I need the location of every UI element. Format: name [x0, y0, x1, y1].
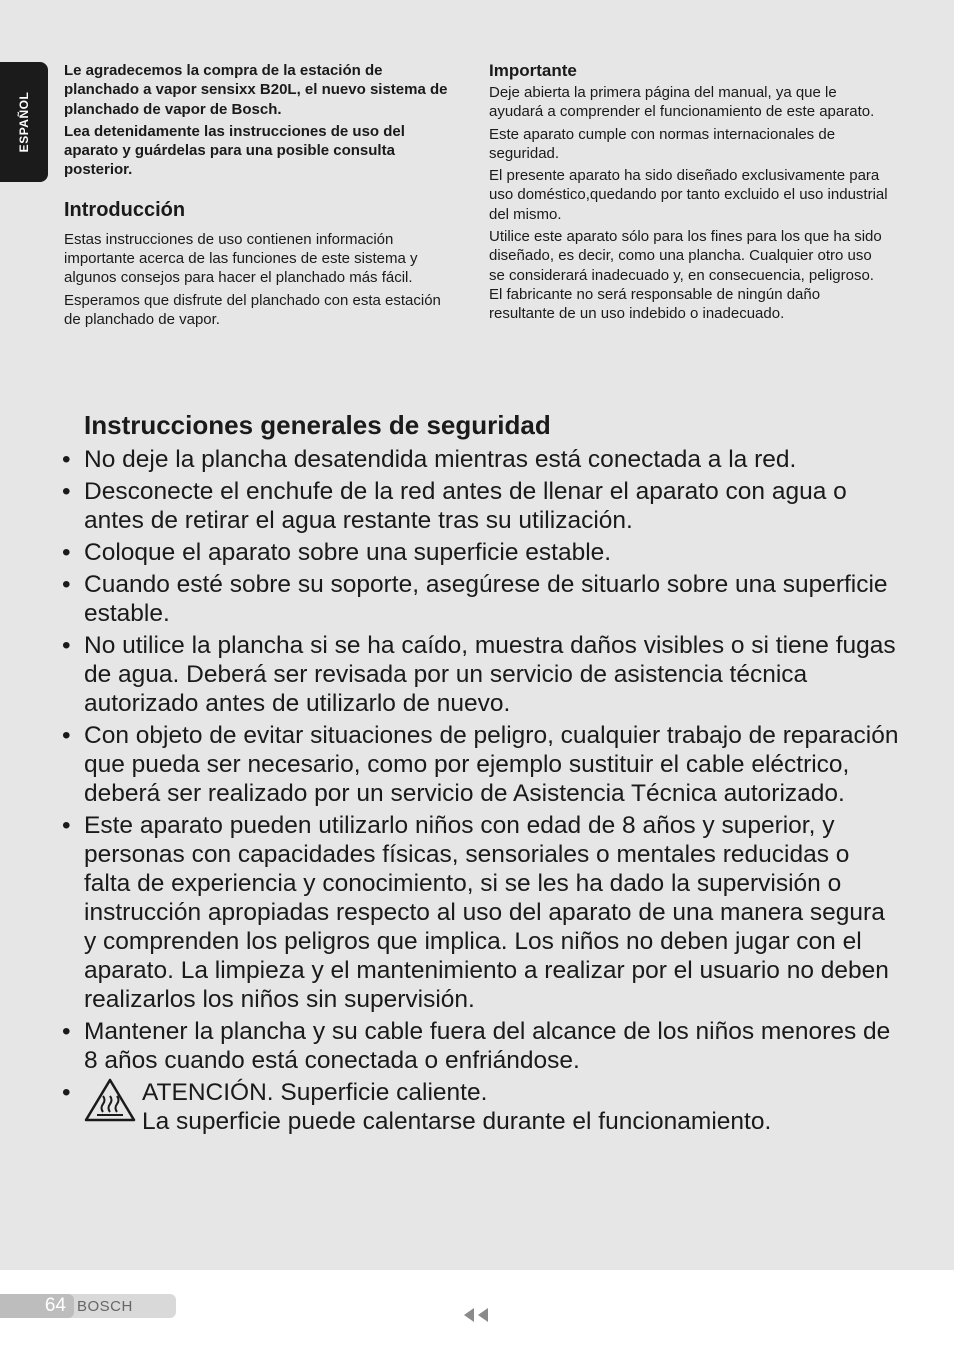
- page-number: 64: [0, 1294, 74, 1318]
- safety-heading: Instrucciones generales de seguridad: [84, 410, 551, 440]
- language-label: ESPAÑOL: [17, 91, 31, 153]
- list-item: • Coloque el aparato sobre una superficie estable.: [62, 539, 612, 566]
- warning-text: [142, 1078, 771, 1136]
- introduction-paragraph: Estas instrucciones de uso contienen información importante acerca de las funciones de este sistema y algunos consejos para hacer el planchado más fácil.: [64, 230, 418, 287]
- important-paragraph: Deje abierta la primera página del manual, ya que le ayudará a comprender el funcionamiento de este aparato.: [489, 84, 875, 121]
- list-item: • Con objeto de evitar situaciones de peligro, cualquier trabajo de reparación que pueda ser necesario, como por ejemplo sustituir el cable eléctrico, deberá ser realizado por un servicio de Asistencia Técnica autorizado.: [62, 722, 899, 807]
- bullet: •: [62, 1079, 71, 1106]
- hot-surface-warning-icon: [84, 1078, 136, 1122]
- right-column: [489, 61, 889, 327]
- left-column: [64, 61, 460, 332]
- introduction-heading: Introducción: [64, 198, 186, 221]
- list-item: • Este aparato pueden utilizarlo niños con edad de 8 años y superior, y personas con capacidades físicas, sensoriales o mentales reducidas o falta de experiencia y conocimiento, si se les ha dado la supervisión o instrucción apropiadas respecto al uso del aparato de una manera segura y comprenden los peligros que implica. Los niños no deben jugar con el aparato. La limpieza y el mantenimiento a realizar por el usuario no deben realizarlos los niños sin supervisión.: [62, 812, 889, 1013]
- warning-title: ATENCIÓN. Superficie caliente.: [142, 1079, 488, 1106]
- language-tab: [0, 62, 48, 182]
- safety-list: [60, 445, 900, 1136]
- introduction-paragraph: Esperamos que disfrute del planchado con esta estación de planchado de vapor.: [64, 291, 441, 328]
- list-item: • Cuando esté sobre su soporte, asegúrese de situarlo sobre una superficie estable.: [62, 571, 888, 627]
- double-left-arrow-icon[interactable]: [462, 1308, 490, 1322]
- bullet: •: [62, 812, 71, 839]
- bullet: •: [62, 632, 71, 659]
- list-item: • No deje la plancha desatendida mientras está conectada a la red.: [62, 446, 797, 473]
- bullet: •: [62, 1018, 71, 1045]
- bullet: •: [62, 571, 71, 598]
- page-footer: [0, 1270, 954, 1354]
- warning-item: [60, 1078, 900, 1136]
- important-paragraph: Utilice este aparato sólo para los fines para los que ha sido diseñado, es decir, como una plancha. Cualquier otro uso se considerará inadecuado y, en consecuencia, peligroso. El fabricante no será responsable de ningún daño resultante de un uso indebido o inadecuado.: [489, 228, 882, 323]
- bullet: •: [62, 539, 71, 566]
- bullet: •: [62, 478, 71, 505]
- important-paragraph: Este aparato cumple con normas internacionales de seguridad.: [489, 125, 836, 162]
- important-paragraph: El presente aparato ha sido diseñado exclusivamente para uso doméstico,quedando por tanto excluido el uso industrial del mismo.: [489, 167, 888, 223]
- bullet: •: [62, 722, 71, 749]
- brand-label: BOSCH: [77, 1298, 133, 1315]
- important-heading: Importante: [489, 61, 577, 80]
- list-item: • Desconecte el enchufe de la red antes de llenar el aparato con agua o antes de retirar el agua restante tras su utilización.: [62, 478, 847, 534]
- list-item: • Mantener la plancha y su cable fuera del alcance de los niños menores de 8 años cuando está conectada o enfriándose.: [62, 1018, 891, 1074]
- safety-section: [60, 409, 900, 1139]
- intro-read-carefully: Lea detenidamente las instrucciones de uso del aparato y guárdelas para una posible consulta posterior.: [64, 122, 405, 179]
- list-item: • No utilice la plancha si se ha caído, muestra daños visibles o si tiene fugas de agua. Deberá ser revisada por un servicio de asistencia técnica autorizado antes de utilizarlo de nuevo.: [62, 632, 896, 717]
- bullet: •: [62, 446, 71, 473]
- intro-thanks: Le agradecemos la compra de la estación de planchado a vapor sensixx B20L, el nuevo sistema de planchado de vapor de Bosch.: [64, 62, 448, 118]
- warning-description: La superficie puede calentarse durante el funcionamiento.: [142, 1108, 772, 1135]
